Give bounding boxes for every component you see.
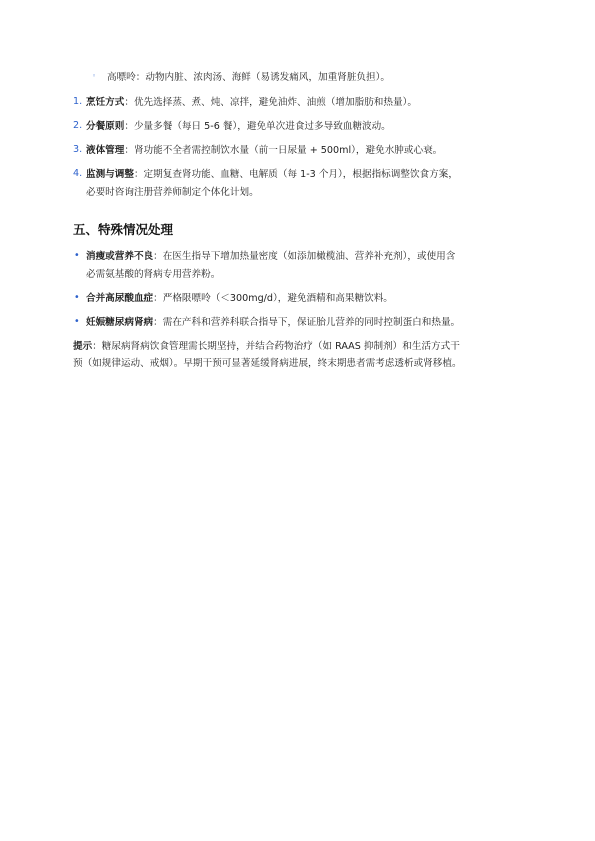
bullet-item-malnutrition-cont: 必需氨基酸的肾病专用营养粉。 <box>86 269 221 280</box>
list-item-meals <box>86 120 391 134</box>
list-item-label: 液体管理 <box>86 145 125 156</box>
bullet-marker: • <box>74 316 80 327</box>
list-item-label: 烹饪方式 <box>86 97 125 108</box>
bullet-item-label: 妊娠糖尿病肾病 <box>86 317 154 328</box>
list-item-monitoring-cont: 必要时咨询注册营养师制定个体化计划。 <box>86 187 259 198</box>
list-item-monitoring <box>86 168 458 182</box>
bullet-item-text: ：需在产科和营养科联合指导下，保证胎儿营养的同时控制蛋白和热量。 <box>153 317 461 328</box>
list-item-text: ：少量多餐（每日 5-6 餐），避免单次进食过多导致血糖波动。 <box>124 121 391 132</box>
list-item-label: 分餐原则 <box>86 121 125 132</box>
bullet-item-malnutrition <box>86 250 455 264</box>
bullet-item-text: ：严格限嘌呤（＜300mg/d），避免酒精和高果糖饮料。 <box>153 293 393 304</box>
list-number: 3. <box>73 144 83 155</box>
list-item-text: ：优先选择蒸、煮、炖、凉拌，避免油炸、油煎（增加脂肪和热量）。 <box>124 97 417 108</box>
list-item-label: 监测与调整 <box>86 169 134 180</box>
bullet-marker: • <box>74 250 80 261</box>
bullet-item-text: ：在医生指导下增加热量密度（如添加橄榄油、营养补充剂），或使用含 <box>153 251 456 262</box>
bullet-item-label: 消瘦或营养不良 <box>86 251 154 262</box>
bullet-item-hyperuricemia <box>86 292 393 306</box>
bullet-item-pregnancy <box>86 316 460 330</box>
list-number: 4. <box>73 168 83 179</box>
section-title: 五、特殊情况处理 <box>73 222 174 237</box>
sub-bullet-marker: ◦ <box>92 72 97 80</box>
tip-paragraph <box>73 340 460 354</box>
bullet-marker: • <box>74 292 80 303</box>
tip-paragraph-cont: 预（如规律运动、戒烟）。早期干预可显著延缓肾病进展，终末期患者需考虑透析或肾移植。 <box>73 358 462 369</box>
sub-item-high-purine: 高嘌呤：动物内脏、浓肉汤、海鲜（易诱发痛风，加重肾脏负担）。 <box>107 72 391 83</box>
list-item-text: ：定期复查肾功能、血糖、电解质（每 1-3 个月），根据指标调整饮食方案， <box>133 169 458 180</box>
bullet-item-label: 合并高尿酸血症 <box>86 293 154 304</box>
list-item-fluid <box>86 144 442 158</box>
tip-label: 提示 <box>73 341 93 352</box>
tip-text: ：糖尿病肾病饮食管理需长期坚持，并结合药物治疗（如 RAAS 抑制剂）和生活方式干 <box>92 341 460 352</box>
list-item-text: ：肾功能不全者需控制饮水量（前一日尿量 + 500ml），避免水肿或心衰。 <box>124 145 443 156</box>
list-number: 2. <box>73 120 83 131</box>
list-number: 1. <box>73 96 83 107</box>
list-item-cooking <box>86 96 417 110</box>
